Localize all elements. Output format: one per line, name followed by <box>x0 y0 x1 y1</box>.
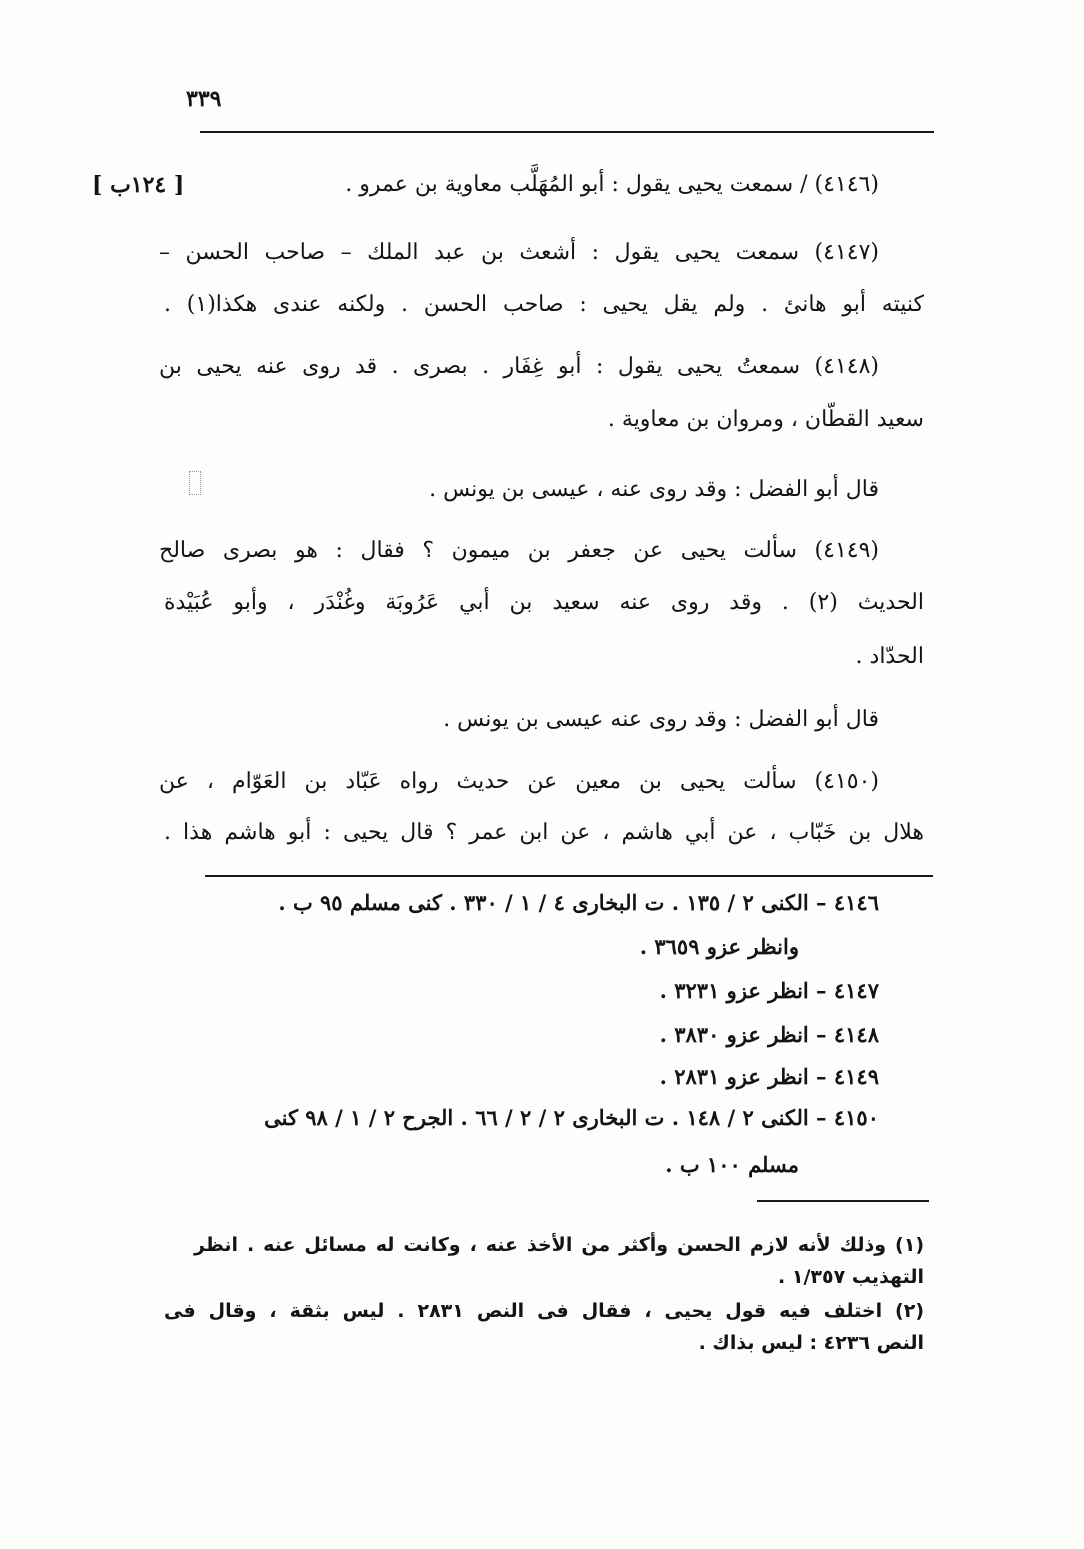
margin-mark <box>189 471 201 495</box>
folio-marker: [ ١٢٤ب ] <box>92 172 185 198</box>
text-line: قال أبو الفضل : وقد روى عنه ، عيسى بن يونس . <box>429 477 879 502</box>
references-rule <box>205 875 933 877</box>
reference-line: ٤١٤٦ – الكنى ٢ / ١٣٥ . ت البخارى ٤ / ١ / ٣٣٠ . كنى مسلم ٩٥ ب . <box>278 890 879 915</box>
footnote-rule <box>757 1200 929 1202</box>
text-line: قال أبو الفضل : وقد روى عنه عيسى بن يونس . <box>443 707 879 732</box>
text-line: الحديث (٢) . وقد روى عنه سعيد بن أبي عَرُوبَة وغُنْدَر ، وأبو عُبَيْدة <box>164 590 924 615</box>
reference-line: مسلم ١٠٠ ب . <box>665 1152 799 1177</box>
text-line: (٤١٤٧) سمعت يحيى يقول : أشعث بن عبد الملك – صاحب الحسن – <box>159 240 879 265</box>
reference-line: وانظر عزو ٣٦٥٩ . <box>639 934 799 959</box>
footnote-line: التهذيب ١/٣٥٧ . <box>778 1266 924 1288</box>
text-line: (٤١٤٨) سمعتُ يحيى يقول : أبو غِفَار . بصرى . قد روى عنه يحيى بن <box>159 354 879 379</box>
footnote-line: (٢) اختلف فيه قول يحيى ، فقال فى النص ٢٨٣١ . ليس بثقة ، وقال فى <box>164 1300 925 1322</box>
text-line: (٤١٤٦) / سمعت يحيى يقول : أبو المُهَلَّب معاوية بن عمرو . <box>345 172 879 197</box>
text-line: (٤١٤٩) سألت يحيى عن جعفر بن ميمون ؟ فقال : هو بصرى صالح <box>159 538 879 563</box>
page-number: ٣٣٩ <box>186 86 222 112</box>
reference-line: ٤١٤٨ – انظر عزو ٣٨٣٠ . <box>659 1022 879 1047</box>
text-line: الحدّاد . <box>855 644 924 669</box>
text-line: (٤١٥٠) سألت يحيى بن معين عن حديث رواه عَبّاد بن العَوّام ، عن <box>159 769 879 794</box>
reference-line: ٤١٤٧ – انظر عزو ٣٢٣١ . <box>659 978 879 1003</box>
text-line: هلال بن خَبّاب ، عن أبي هاشم ، عن ابن عمر ؟ قال يحيى : أبو هاشم هذا . <box>164 820 924 845</box>
text-line: كنيته أبو هانئ . ولم يقل يحيى : صاحب الحسن . ولكنه عندى هكذا(١) . <box>164 292 924 317</box>
reference-line: ٤١٤٩ – انظر عزو ٢٨٣١ . <box>659 1064 879 1089</box>
reference-line: ٤١٥٠ – الكنى ٢ / ١٤٨ . ت البخارى ٢ / ٢ / ٦٦ . الجرح ٢ / ١ / ٩٨ كنى <box>264 1105 879 1130</box>
text-line: سعيد القطّان ، ومروان بن معاوية . <box>607 407 924 432</box>
footnote-line: (١) وذلك لأنه لازم الحسن وأكثر من الأخذ عنه ، وكانت له مسائل عنه . انظر <box>194 1234 924 1256</box>
header-rule <box>200 131 934 133</box>
footnote-line: النص ٤٢٣٦ : ليس بذاك . <box>698 1332 924 1354</box>
